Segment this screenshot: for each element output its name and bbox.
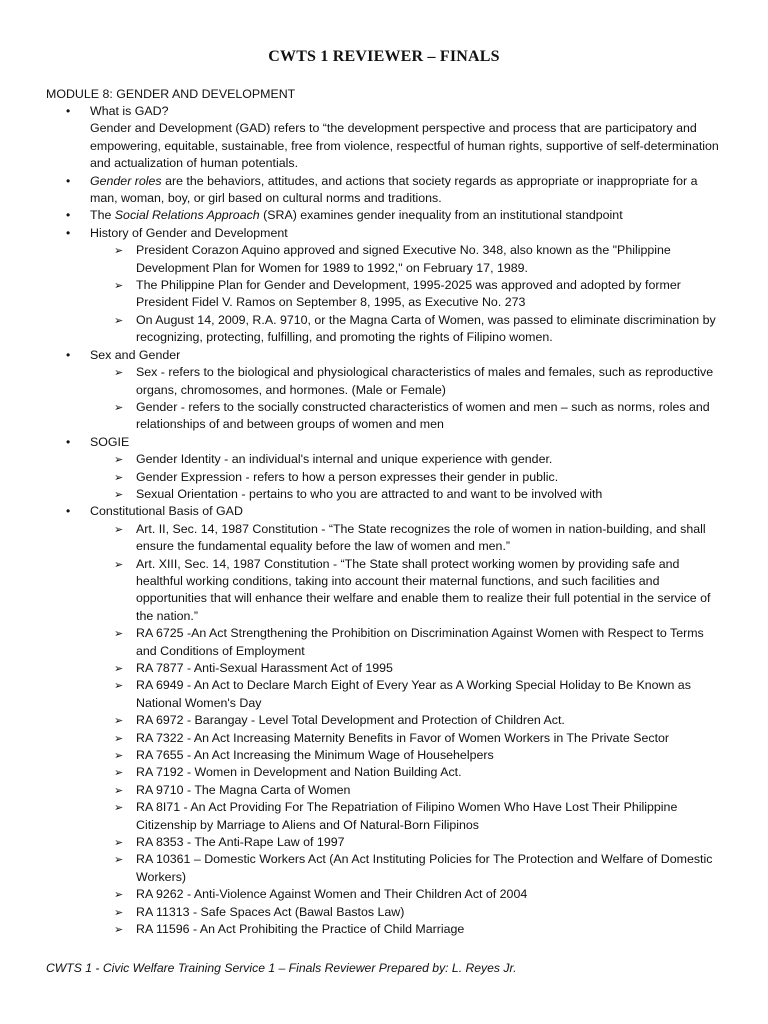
list-item xyxy=(114,851,726,886)
list-item-text: RA 7322 - An Act Increasing Maternity Benefits in Favor of Women Workers in The Private Sector xyxy=(136,730,670,745)
list-item xyxy=(114,521,726,556)
list-item-text: RA 6949 - An Act to Declare March Eight of Every Year as A Working Special Holiday to Be Known as National Women's Day xyxy=(136,678,691,710)
sra-term: Social Relations Approach xyxy=(114,208,260,223)
arrow-bullet-icon: ➢ xyxy=(114,749,124,763)
list-item-text: RA 6972 - Barangay - Level Total Development and Protection of Children Act. xyxy=(136,713,565,728)
list-item xyxy=(114,277,726,312)
arrow-bullet-icon: ➢ xyxy=(114,662,124,675)
list-item-text: RA 7192 - Women in Development and Nation Building Act. xyxy=(136,765,462,780)
arrow-bullet-icon: ➢ xyxy=(114,801,124,815)
list-item xyxy=(114,242,726,277)
arrow-bullet-icon: ➢ xyxy=(114,627,124,641)
list-item xyxy=(114,364,726,399)
list-item xyxy=(114,469,726,486)
list-item-text: On August 14, 2009, R.A. 9710, or the Magna Carta of Women, was passed to eliminate discrimination by recognizing, protecting, fulfilling, and promoting the rights of Filipino women. xyxy=(136,312,716,345)
arrow-bullet-icon: ➢ xyxy=(114,679,124,693)
constitutional-heading: • Constitutional Basis of GAD xyxy=(90,504,243,519)
list-item xyxy=(114,451,726,468)
list-item-text: RA 11313 - Safe Spaces Act (Bawal Bastos Law) xyxy=(136,904,405,919)
list-item-text: President Corazon Aquino approved and signed Executive No. 348, also known as the "Philippine Development Plan for Women for 1989 to 1992," on February 17, 1989. xyxy=(136,243,671,275)
list-item xyxy=(114,660,726,677)
document-content xyxy=(46,103,726,939)
sra-text: (SRA) examines gender inequality from an institutional standpoint xyxy=(259,208,623,223)
list-item-text: RA 9710 - The Magna Carta of Women xyxy=(136,782,351,797)
list-item-text: RA 8I71 - An Act Providing For The Repatriation of Filipino Women Who Have Lost Their Philippine Citizenship by Marriage to Aliens and Of Natural-Born Filipinos xyxy=(136,800,678,832)
list-item xyxy=(114,921,726,938)
arrow-bullet-icon: ➢ xyxy=(114,783,124,797)
arrow-bullet-icon: ➢ xyxy=(114,888,124,902)
list-item-sra xyxy=(46,207,726,224)
list-item xyxy=(114,730,726,747)
gad-answer: Gender and Development (GAD) refers to “the development perspective and process that are participatory and empowering, equitable, sustainable, free from violence, respectful of human rights, supportive of self-determination and actualization of human potentials. xyxy=(90,121,719,171)
arrow-bullet-icon: ➢ xyxy=(114,366,124,380)
list-item-gad xyxy=(46,103,726,173)
arrow-bullet-icon: ➢ xyxy=(114,400,124,414)
list-item-text: RA 11596 - An Act Prohibiting the Practice of Child Marriage xyxy=(136,922,465,937)
list-item xyxy=(114,486,726,503)
constitutional-sublist xyxy=(90,521,726,939)
history-heading: • History of Gender and Development xyxy=(90,225,288,240)
arrow-bullet-icon: ➢ xyxy=(114,453,124,467)
list-item-text: Gender Identity - an individual's internal and unique experience with gender. xyxy=(136,452,553,467)
arrow-bullet-icon: ➢ xyxy=(114,313,124,327)
list-item xyxy=(114,799,726,834)
list-item-text: Sex - refers to the biological and physiological characteristics of males and females, such as reproductive organs, chromosomes, and hormones. (Male or Female) xyxy=(136,365,714,397)
arrow-bullet-icon: ➢ xyxy=(114,923,124,937)
arrow-bullet-icon: ➢ xyxy=(114,487,124,501)
list-item xyxy=(114,747,726,764)
list-item-text: RA 6725 -An Act Strengthening the Prohibition on Discrimination Against Women with Respect to Terms and Conditions of Employment xyxy=(136,626,704,658)
module-heading: MODULE 8: GENDER AND DEVELOPMENT xyxy=(46,87,296,101)
main-bullet-list xyxy=(46,103,726,939)
list-item-gender-roles xyxy=(46,173,726,208)
list-item xyxy=(114,312,726,347)
arrow-bullet-icon: ➢ xyxy=(114,836,124,850)
list-item-constitutional xyxy=(46,503,726,938)
gender-roles-term: Gender roles xyxy=(90,173,162,188)
list-item xyxy=(114,904,726,921)
list-item xyxy=(114,677,726,712)
arrow-bullet-icon: ➢ xyxy=(114,244,124,258)
sogie-heading: • SOGIE xyxy=(90,434,130,449)
arrow-bullet-icon: ➢ xyxy=(114,522,124,536)
list-item xyxy=(114,886,726,903)
list-item xyxy=(114,625,726,660)
list-item xyxy=(114,399,726,434)
list-item-sex-gender xyxy=(46,347,726,434)
list-item-text: Art. II, Sec. 14, 1987 Constitution - “The State recognizes the role of women in nation-building, and shall ensure the fundamental equality before the law of women and men.” xyxy=(136,521,706,554)
list-item-text: RA 9262 - Anti-Violence Against Women and Their Children Act of 2004 xyxy=(136,887,528,902)
arrow-bullet-icon: ➢ xyxy=(114,470,124,484)
arrow-bullet-icon: ➢ xyxy=(114,766,124,780)
history-sublist xyxy=(90,242,726,346)
arrow-bullet-icon: ➢ xyxy=(114,905,124,919)
sogie-sublist xyxy=(90,451,726,503)
list-item xyxy=(114,764,726,781)
list-item xyxy=(114,556,726,626)
list-item xyxy=(114,712,726,729)
arrow-bullet-icon: ➢ xyxy=(114,279,124,293)
list-item-sogie xyxy=(46,434,726,504)
sex-gender-sublist xyxy=(90,364,726,434)
sex-gender-heading: • Sex and Gender xyxy=(90,347,181,362)
list-item-text: RA 7877 - Anti-Sexual Harassment Act of 1995 xyxy=(136,661,393,675)
list-item xyxy=(114,834,726,851)
arrow-bullet-icon: ➢ xyxy=(114,714,124,728)
list-item-text: Gender Expression - refers to how a person expresses their gender in public. xyxy=(136,469,559,484)
list-item-text: RA 10361 – Domestic Workers Act (An Act Instituting Policies for The Protection and Welfare of Domestic Workers) xyxy=(136,852,713,884)
arrow-bullet-icon: ➢ xyxy=(114,731,124,745)
list-item xyxy=(114,782,726,799)
list-item-text: Gender - refers to the socially constructed characteristics of women and men – such as norms, roles and relationships of and between groups of women and men xyxy=(136,399,710,432)
list-item-text: Sexual Orientation - pertains to who you are attracted to and want to be involved with xyxy=(136,486,603,501)
list-item-history xyxy=(46,225,726,347)
list-item-text: RA 8353 - The Anti-Rape Law of 1997 xyxy=(136,835,345,850)
page-title: CWTS 1 REVIEWER – FINALS xyxy=(268,48,500,65)
arrow-bullet-icon: ➢ xyxy=(114,557,124,571)
arrow-bullet-icon: ➢ xyxy=(114,853,124,867)
list-item-text: The Philippine Plan for Gender and Development, 1995-2025 was approved and adopted by former President Fidel V. Ramos on September 8, 1995, as Executive No. 273 xyxy=(136,278,681,310)
gender-roles-text: are the behaviors, attitudes, and actions that society regards as appropriate or inappropriate for a man, woman, boy, or girl based on cultural norms and traditions. xyxy=(90,173,698,206)
sra-prefix: The xyxy=(90,208,115,223)
list-item-text: Art. XIII, Sec. 14, 1987 Constitution - “The State shall protect working women by providing safe and healthful working conditions, taking into account their maternal functions, and such facilities and opportunities that will enhance their welfare and enable them to realize their full potential in the service of the nation.” xyxy=(136,556,711,623)
list-item-text: RA 7655 - An Act Increasing the Minimum Wage of Househelpers xyxy=(136,748,494,763)
gad-question: • What is GAD? xyxy=(90,104,169,118)
page-footer: CWTS 1 - Civic Welfare Training Service 1 – Finals Reviewer Prepared by: L. Reyes Jr. xyxy=(46,961,517,975)
